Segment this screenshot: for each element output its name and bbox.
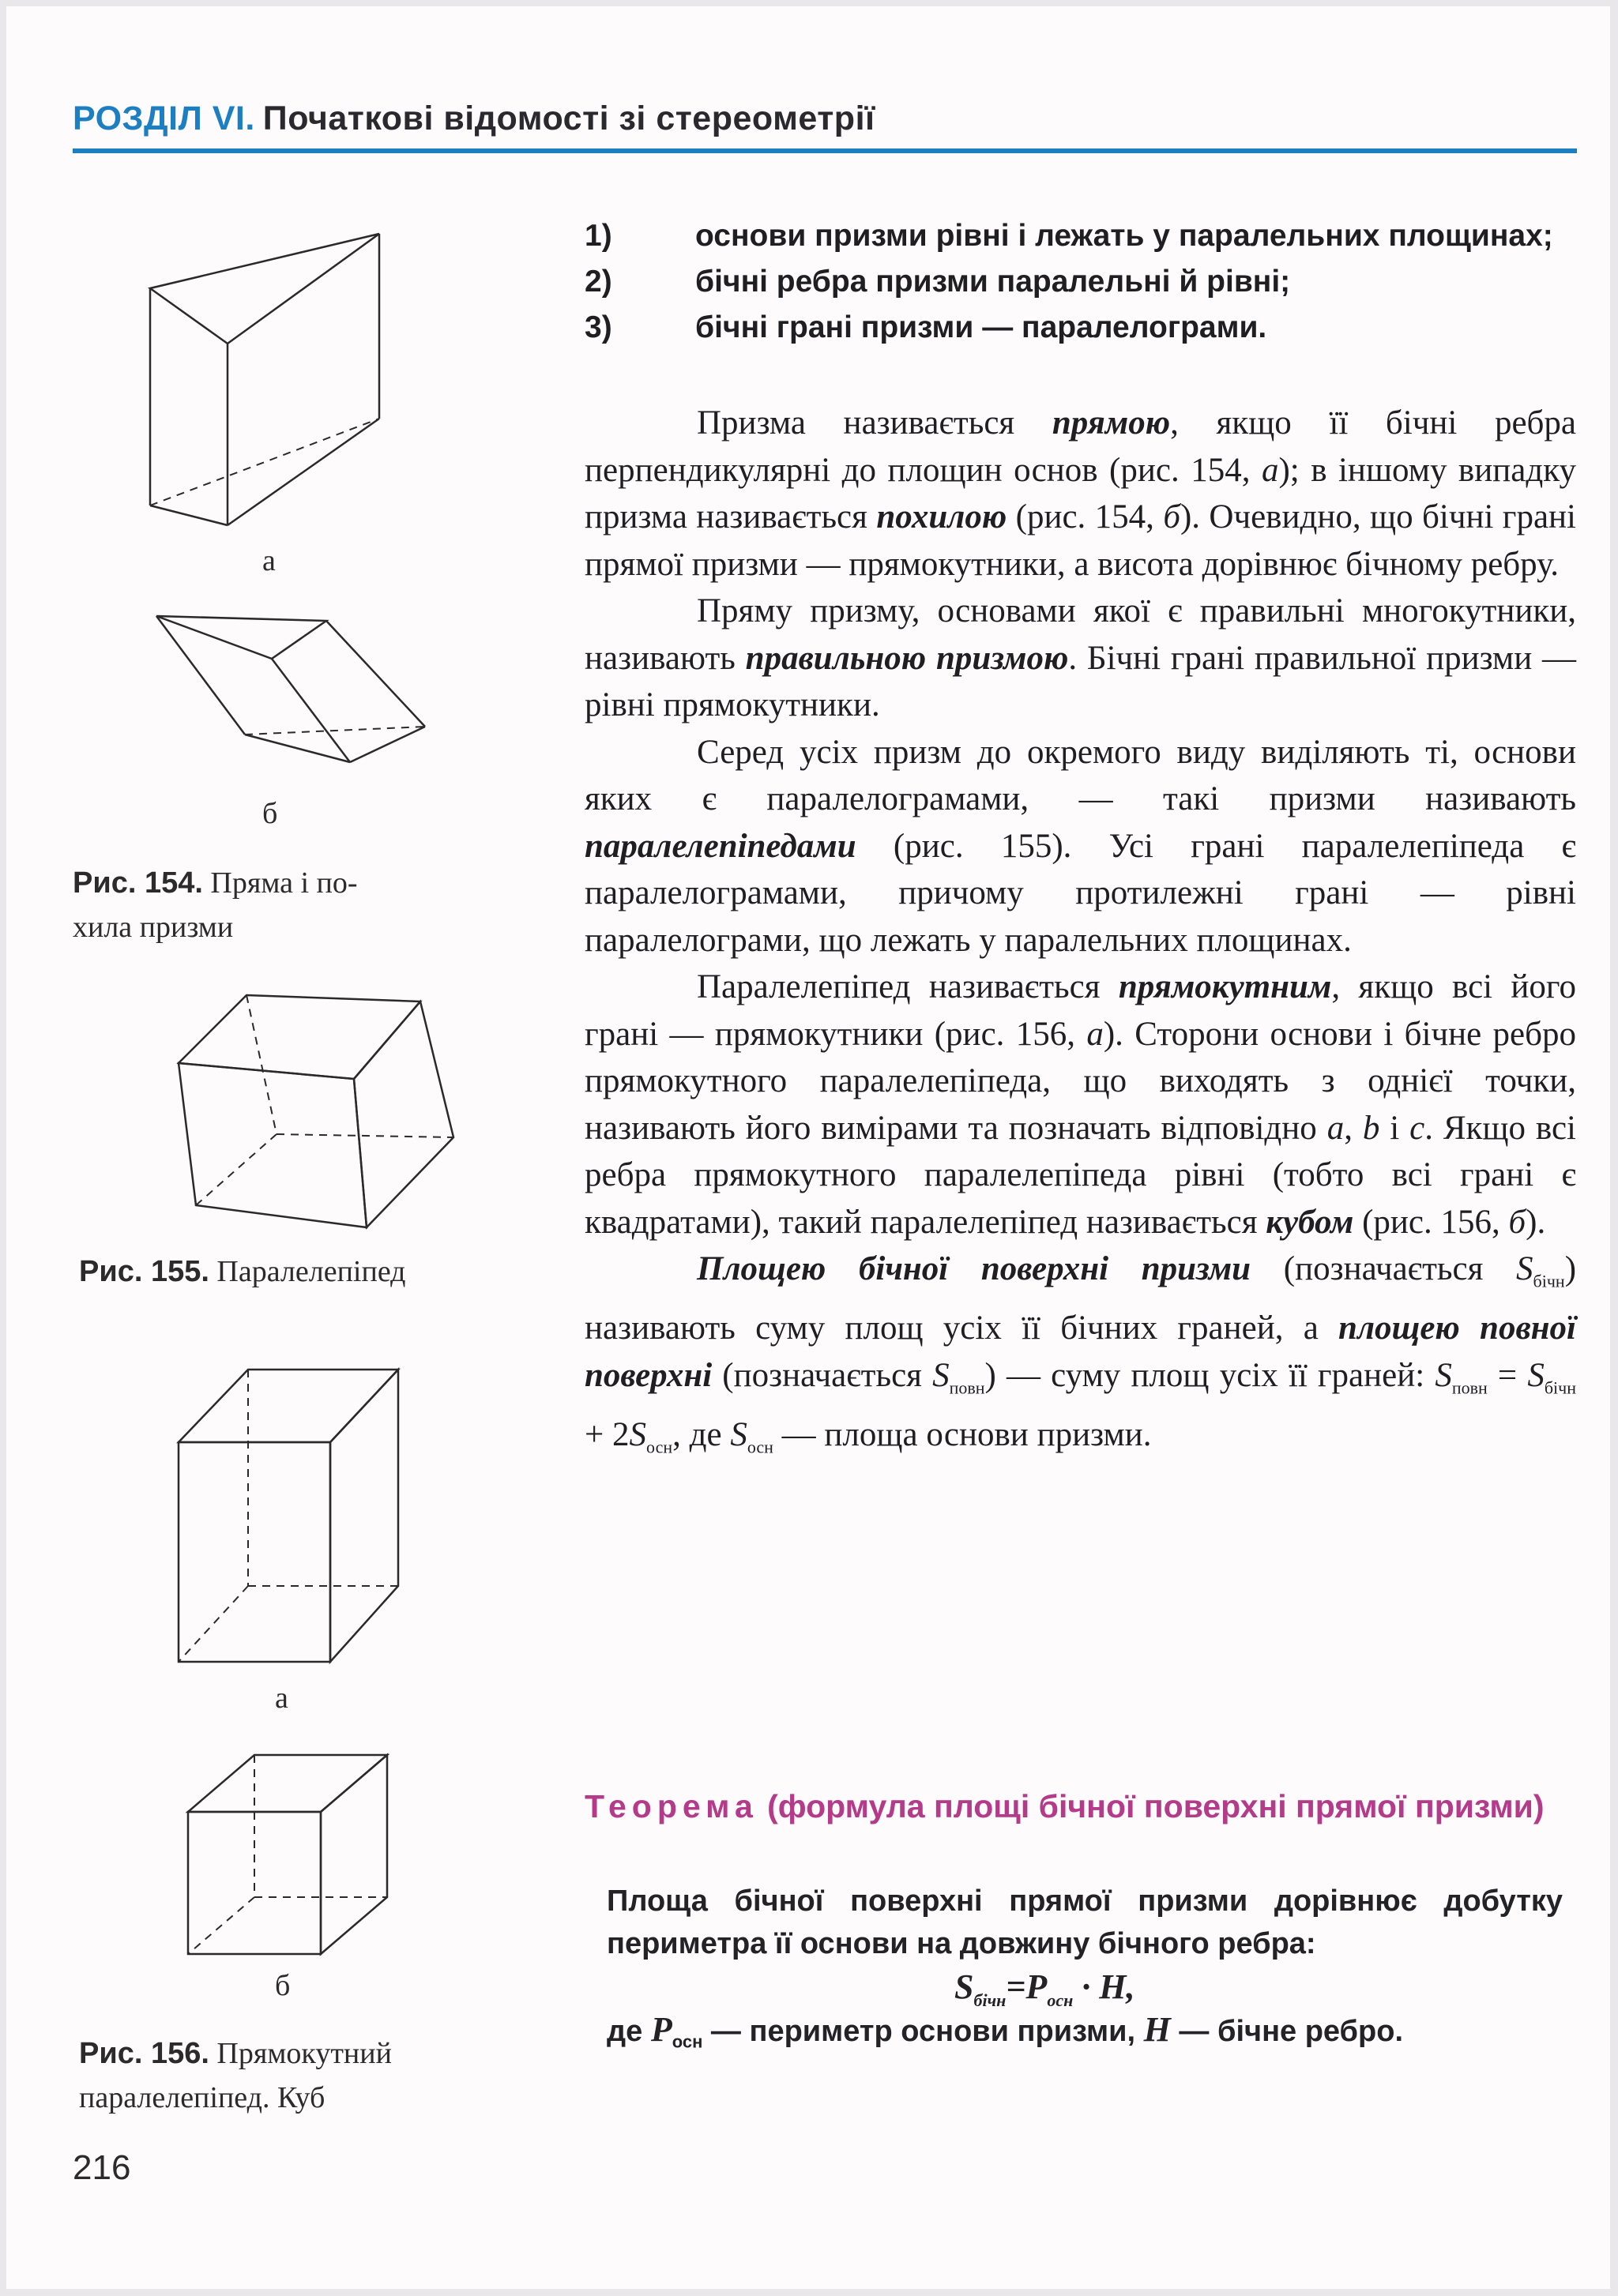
figure-156-caption-line1: Прямокутний (216, 2037, 392, 2070)
body-text (585, 400, 1576, 1471)
paragraph-regular-prism: Пряму призму, основами якої є правильні многокутники, називають правильною призмою. Бічні грані правильної призми — рівні прямокутники. (585, 592, 1576, 723)
paragraph-parallelepiped: Серед усіх призм до окремого виду виділяють ті, основи яких є паралелограмами, — такі призми називають паралелепіпедами (рис. 155). Усі грані паралелепіпеда є паралелограмами, причому протилежні грані — рівні паралелограми, що лежать у паралельних площинах. (585, 733, 1576, 959)
figure-155-caption-text: Паралелепіпед (216, 1255, 406, 1288)
textbook-page (6, 6, 1610, 2289)
list-item: 3) бічні грані призми — паралелограми. (585, 310, 1267, 344)
figure-154-caption-number: Рис. 154. (73, 866, 203, 900)
page-number: 216 (73, 2148, 131, 2187)
paragraph-surface-area: Площею бічної поверхні призми (позначається $S_{бічн}$) називають суму площ усіх її бічних граней, а площею повної поверхні (позначається $S_{повн}$) — суму площ усіх її граней: $S_{повн} = S_{бічн} + 2S_{осн}$, де $S_{осн}$ — площа основи призми. (585, 1250, 1577, 1457)
figure-156a-label: а (275, 1682, 288, 1715)
list-item: 1) основи призми рівні і лежать у паралельних площинах; (585, 219, 1553, 253)
figure-156-caption-number: Рис. 156. (79, 2037, 209, 2070)
figure-155-parallelepiped (164, 990, 465, 1243)
theorem-formula: $S_{бічн}=P_{осн} \cdot H$, (954, 1967, 1135, 2010)
paragraph-right-prism: Призма називається прямою, якщо її бічні ребра перпендикулярні до площин основ (рис. 154, а); в іншому випадку призма називається похилою (рис. 154, б). Очевидно, що бічні грані прямої призми — прямокутники, а висота дорівнює бічному ребру. (585, 404, 1576, 583)
figure-155-caption (79, 1249, 406, 1294)
figure-156-caption (79, 2031, 392, 2120)
theorem-heading: Теорема (формула площі бічної поверхні прямої призми) (585, 1788, 1545, 1824)
figure-154a-straight-prism (133, 221, 401, 537)
figure-156-caption-line2: паралелепіпед. Куб (79, 2081, 325, 2114)
figure-154-caption-line1: Пряма і по- (210, 866, 358, 900)
chapter-title: Початкові відомості зі стереометрії (262, 100, 875, 137)
prism-properties-list (585, 213, 1576, 351)
chapter-header (73, 100, 1574, 138)
list-item: 2) бічні ребра призми паралельні й рівні; (585, 265, 1291, 299)
figure-154-caption (73, 861, 358, 949)
chapter-number: РОЗДІЛ VI. (73, 100, 255, 137)
figure-154b-oblique-prism (149, 607, 441, 780)
theorem-statement: Площа бічної поверхні прямої призми дорівнює добутку периметра її основи на довжину бічного ребра: (607, 1885, 1563, 1960)
figure-155-caption-number: Рис. 155. (79, 1255, 209, 1288)
paragraph-rectangular-parallelepiped: Паралелепіпед називається прямокутним, якщо всі його грані — прямокутники (рис. 156, а). Сторони основи і бічне ребро прямокутного паралелепіпеда, що виходять з однієї точки, називають його вимірами та позначать відповідно a, b і c. Якщо всі ребра прямокутного паралелепіпеда рівні (тобто всі грані є квадратами), такий паралелепіпед називається кубом (рис. 156, б). (585, 968, 1576, 1241)
figure-156b-cube (177, 1749, 398, 1970)
theorem-where: де $P_{осн}$ — периметр основи призми, H — бічне ребро. (607, 2010, 1404, 2052)
figure-154a-label: а (262, 544, 276, 577)
figure-156b-label: б (275, 1969, 291, 2002)
header-rule (73, 148, 1577, 153)
figure-154-caption-line2: хила призми (73, 911, 234, 944)
figure-156a-rectangular-parallelepiped (164, 1354, 417, 1670)
figure-154b-label: б (262, 797, 278, 830)
